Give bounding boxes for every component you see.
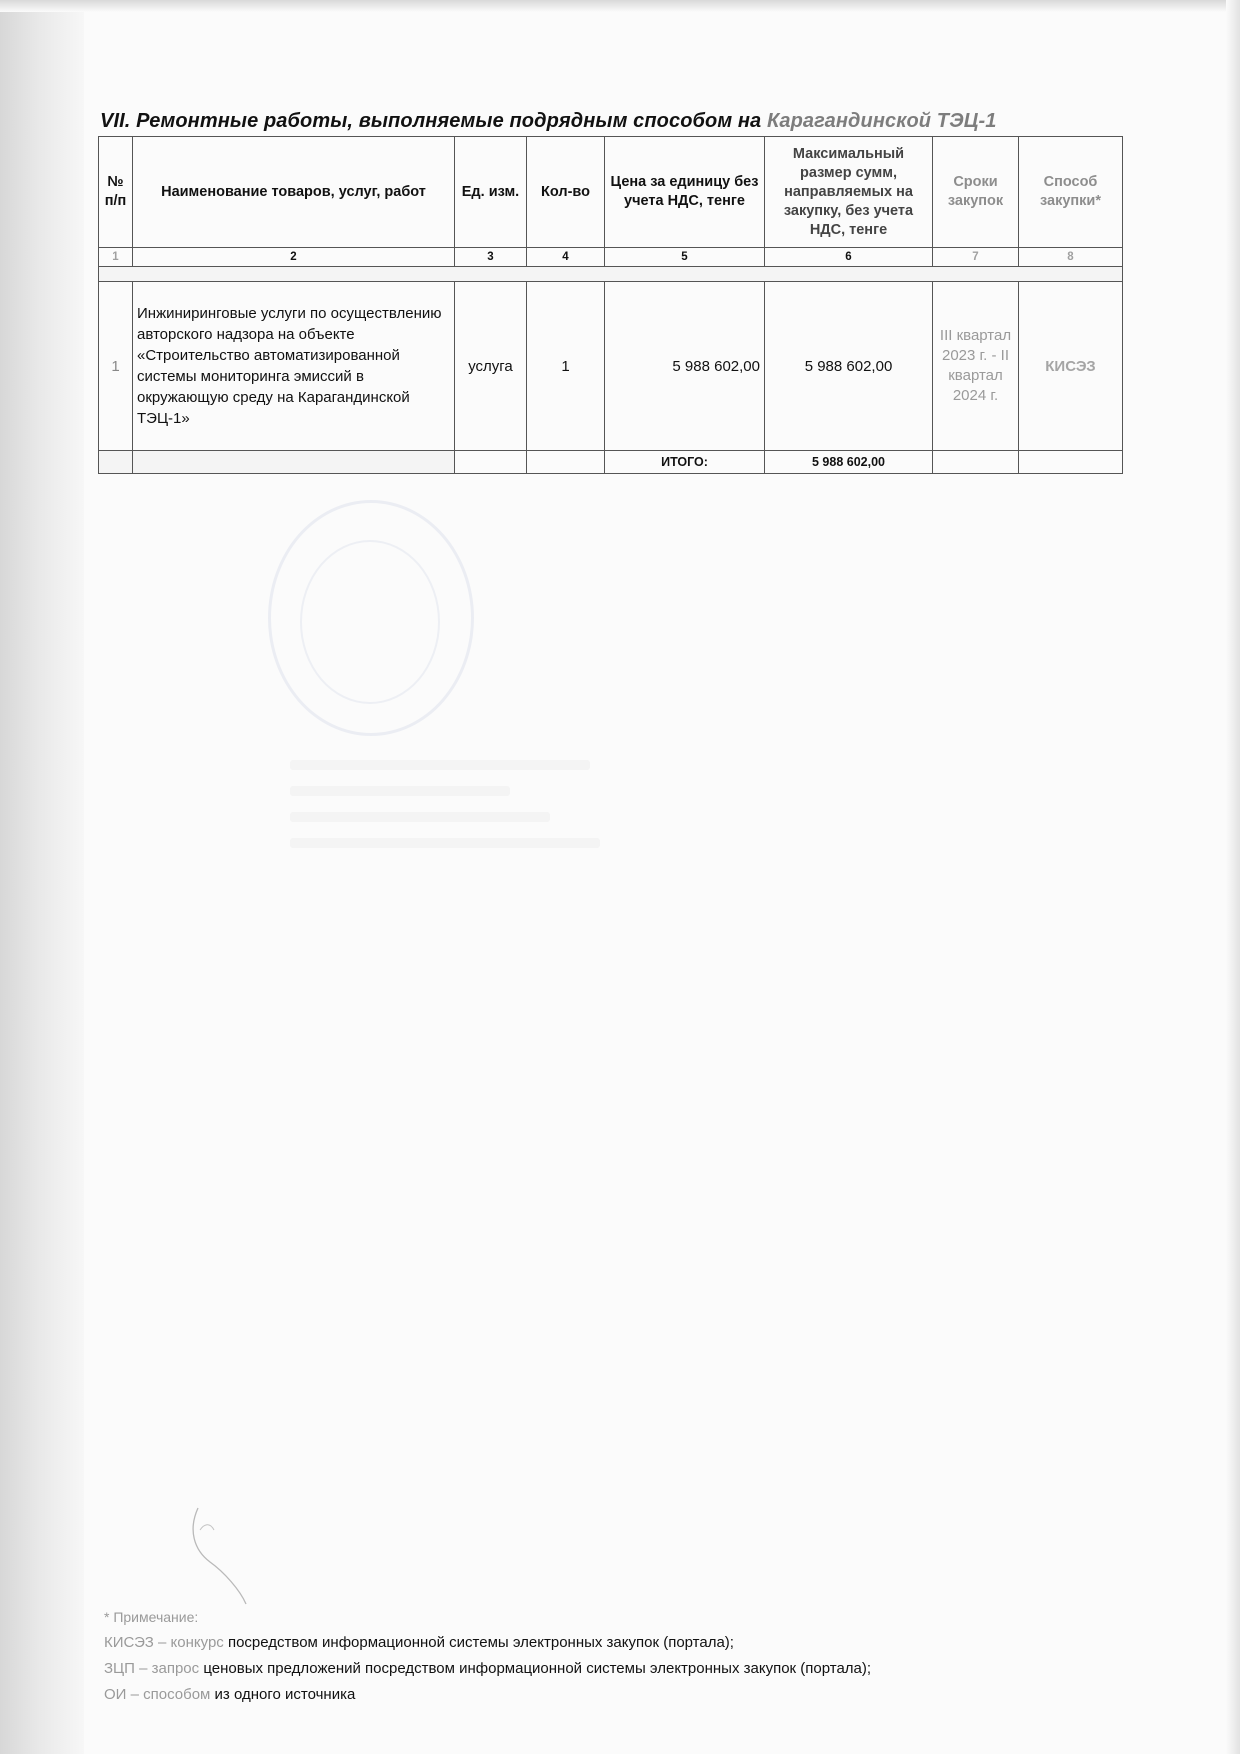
total-empty-cell: [99, 451, 133, 474]
section-title-suffix: Карагандинской ТЭЦ-1: [766, 110, 997, 132]
column-number: 2: [133, 248, 455, 267]
note-abbreviation: КИСЭЗ – конкурс: [104, 1634, 224, 1651]
section-title-prefix: VII. Ремонтные работы, выполняемые подрядным способом на: [100, 110, 762, 132]
total-empty-cell: [933, 451, 1019, 474]
column-number: 7: [933, 248, 1019, 267]
row-item-name: Инжиниринговые услуги по осуществлению авторского надзора на объекте «Строительство автоматизированной системы мониторинга эмиссий в окружающую среду на Карагандинской ТЭЦ-1»: [133, 282, 455, 451]
section-title: [100, 110, 996, 133]
spacer-cell: [99, 267, 1123, 282]
note-line: [104, 1630, 1154, 1656]
column-number: 3: [455, 248, 527, 267]
header-cell: Ед. изм.: [455, 137, 527, 248]
notes-heading: * Примечание:: [104, 1609, 199, 1625]
signature-mark: [180, 1500, 260, 1610]
scan-shadow-right: [1226, 0, 1240, 1754]
column-number: 5: [605, 248, 765, 267]
note-abbreviation: ОИ – способом: [104, 1686, 211, 1703]
total-value: 5 988 602,00: [765, 451, 933, 474]
row-unit: услуга: [455, 282, 527, 451]
table-header-row: [99, 137, 1123, 248]
bleed-through-text: [290, 760, 630, 880]
note-line: [104, 1682, 1154, 1708]
header-cell: Наименование товаров, услуг, работ: [133, 137, 455, 248]
column-number: 4: [527, 248, 605, 267]
table-row: [99, 282, 1123, 451]
header-cell: Сроки закупок: [933, 137, 1019, 248]
note-text: посредством информационной системы электронных закупок (портала);: [227, 1634, 734, 1651]
scan-shadow-left: [0, 0, 84, 1754]
total-row: [99, 451, 1123, 474]
header-cell: № п/п: [99, 137, 133, 248]
spacer-row: [99, 267, 1123, 282]
header-cell: Максимальный размер сумм, направляемых на закупку, без учета НДС, тенге: [765, 137, 933, 248]
row-period: III квартал 2023 г. - II квартал 2024 г.: [933, 282, 1019, 451]
header-cell: Цена за единицу без учета НДС, тенге: [605, 137, 765, 248]
row-unit-price: 5 988 602,00: [605, 282, 765, 451]
notes-block: [104, 1604, 1154, 1708]
total-empty-cell: [133, 451, 455, 474]
row-number: 1: [99, 282, 133, 451]
row-max-sum: 5 988 602,00: [765, 282, 933, 451]
note-abbreviation: ЗЦП – запрос: [104, 1660, 200, 1677]
note-line: [104, 1656, 1154, 1682]
total-empty-cell: [527, 451, 605, 474]
total-label: ИТОГО:: [605, 451, 765, 474]
total-empty-cell: [455, 451, 527, 474]
purchase-table: [98, 136, 1123, 474]
column-number: 6: [765, 248, 933, 267]
faded-stamp-inner: [300, 540, 440, 704]
row-quantity: 1: [527, 282, 605, 451]
scan-shadow-top: [0, 0, 1240, 12]
total-empty-cell: [1019, 451, 1123, 474]
column-number-row: [99, 248, 1123, 267]
column-number: 1: [99, 248, 133, 267]
header-cell: Способ закупки*: [1019, 137, 1123, 248]
header-cell: Кол-во: [527, 137, 605, 248]
column-number: 8: [1019, 248, 1123, 267]
note-text: из одного источника: [214, 1686, 356, 1703]
row-method: КИСЭЗ: [1019, 282, 1123, 451]
note-text: ценовых предложений посредством информационной системы электронных закупок (портала);: [203, 1660, 872, 1677]
